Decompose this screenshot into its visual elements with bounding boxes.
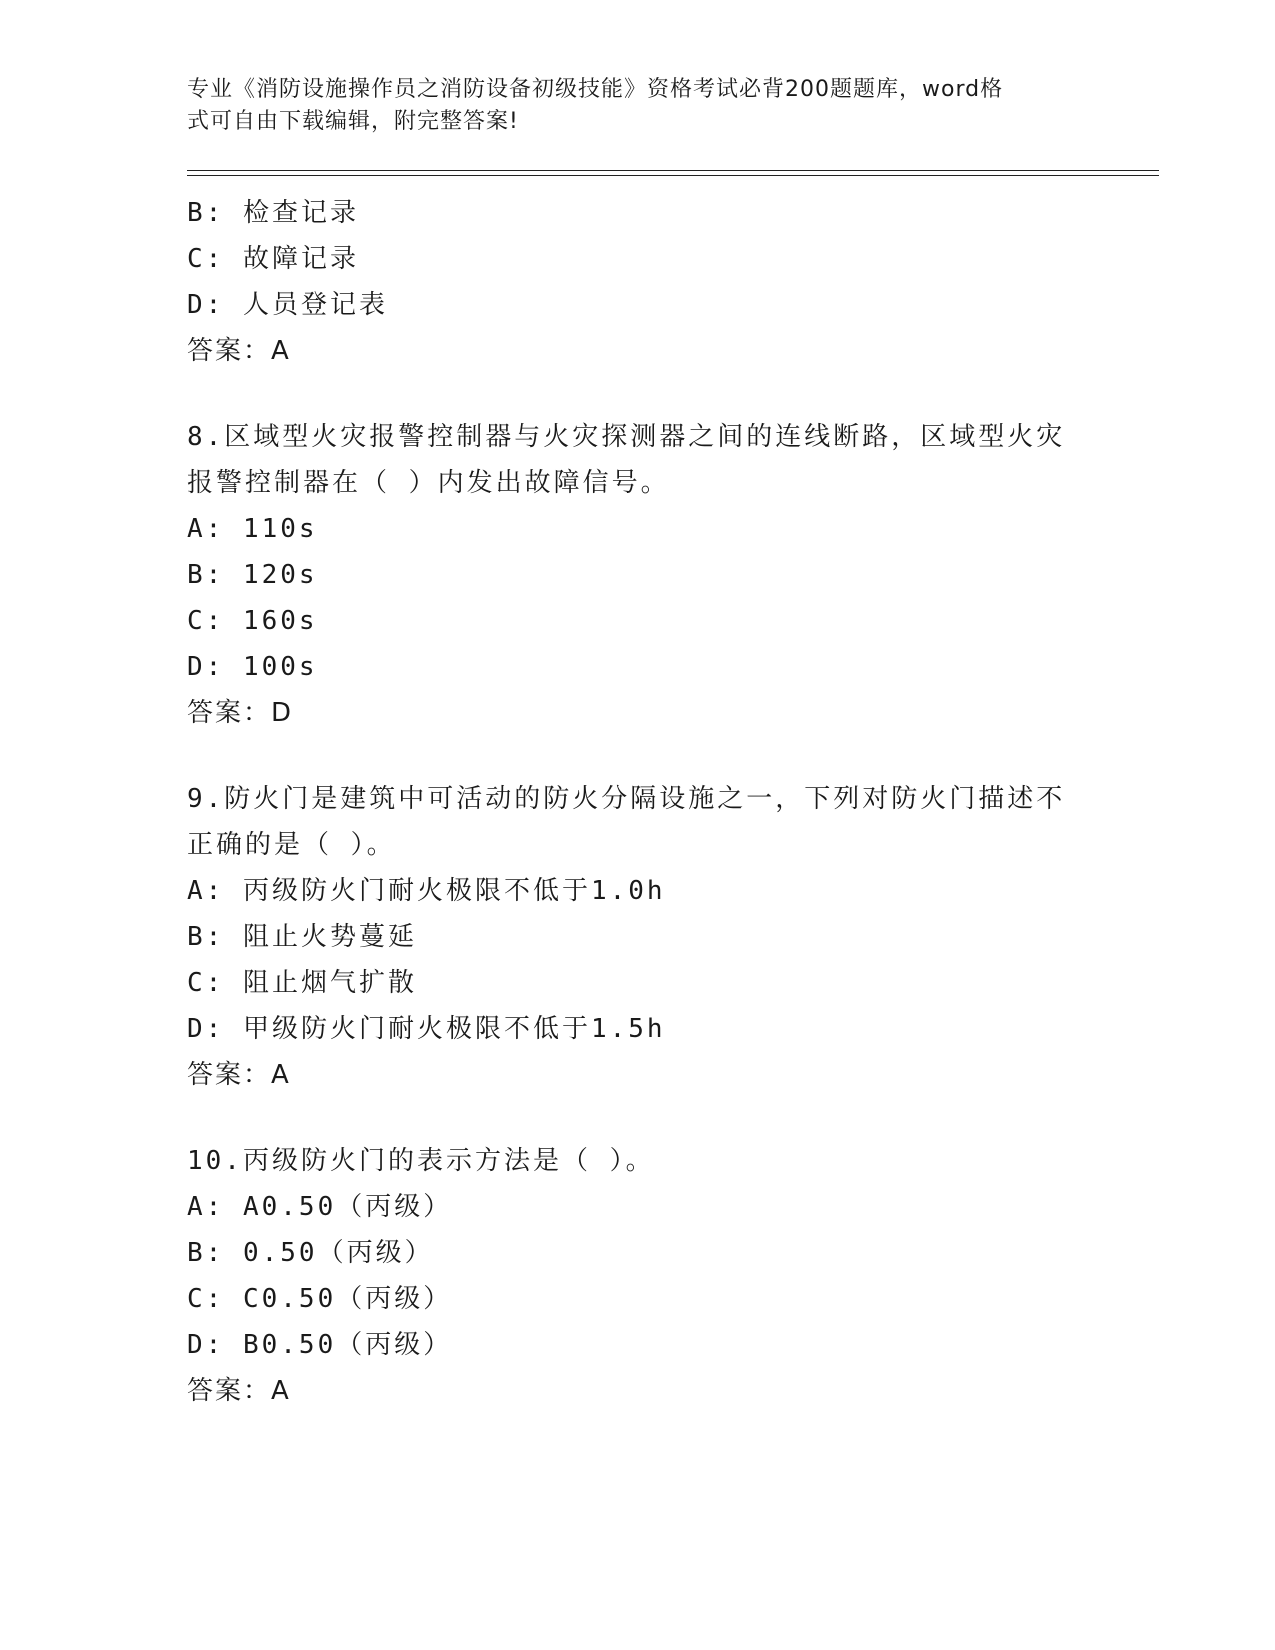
option-b: B: 0.50（丙级） (187, 1238, 434, 1268)
question-9 (187, 776, 1087, 1098)
question-stem: 报警控制器在（ ）内发出故障信号。 (187, 468, 670, 498)
header-rule-bottom (187, 175, 1159, 176)
option-c: C: 160s (187, 606, 318, 636)
option-c: C: C0.50（丙级） (187, 1284, 453, 1314)
option-d: D: B0.50（丙级） (187, 1330, 453, 1360)
header-line-1: 专业《消防设施操作员之消防设备初级技能》资格考试必背200题题库，word格 (187, 77, 1004, 102)
option-b: B: 120s (187, 560, 318, 590)
header-rule-top (187, 170, 1159, 171)
option-a: A: 110s (187, 514, 318, 544)
question-content (187, 190, 1087, 1414)
question-stem: 正确的是（ ）。 (187, 830, 396, 860)
question-8 (187, 414, 1087, 736)
header-line-2: 式可自由下载编辑，附完整答案! (187, 109, 519, 134)
question-stem: 10.丙级防火门的表示方法是（ ）。 (187, 1146, 655, 1176)
answer: 答案：D (187, 698, 294, 728)
option-d: D: 人员登记表 (187, 290, 388, 320)
answer: 答案：A (187, 1060, 291, 1090)
option-a: A: A0.50（丙级） (187, 1192, 453, 1222)
question-10 (187, 1138, 1087, 1414)
option-c: C: 阻止烟气扩散 (187, 968, 417, 998)
option-b: B: 检查记录 (187, 198, 359, 228)
question-7-tail (187, 190, 1087, 374)
question-stem: 9.防火门是建筑中可活动的防火分隔设施之一，下列对防火门描述不 (187, 784, 1066, 814)
document-header (187, 74, 1067, 138)
option-a: A: 丙级防火门耐火极限不低于1.0h (187, 876, 666, 906)
option-c: C: 故障记录 (187, 244, 359, 274)
answer: 答案：A (187, 336, 291, 366)
option-d: D: 甲级防火门耐火极限不低于1.5h (187, 1014, 666, 1044)
option-b: B: 阻止火势蔓延 (187, 922, 417, 952)
option-d: D: 100s (187, 652, 318, 682)
answer: 答案：A (187, 1376, 291, 1406)
question-stem: 8.区域型火灾报警控制器与火灾探测器之间的连线断路，区域型火灾 (187, 422, 1066, 452)
